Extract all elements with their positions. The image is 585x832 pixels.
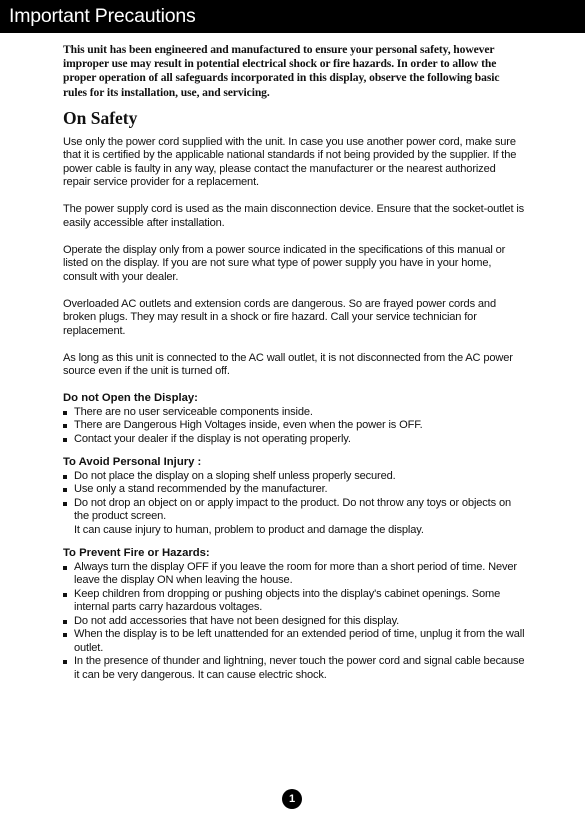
group-avoid-injury <box>63 456 525 537</box>
list-item: In the presence of thunder and lightning, never touch the power cord and signal cable because it can be very dangerous. It can cause electric shock. <box>63 655 525 682</box>
section-heading: On Safety <box>63 107 138 128</box>
square-bullet-icon <box>63 633 67 637</box>
list-item: Do not add accessories that have not been designed for this display. <box>63 615 525 629</box>
square-bullet-icon <box>63 660 67 664</box>
list-item: Always turn the display OFF if you leave the room for more than a short period of time. Never leave the display ON when leaving the house. <box>63 561 525 588</box>
square-bullet-icon <box>63 438 67 442</box>
list-item: Contact your dealer if the display is not operating properly. <box>63 433 525 447</box>
square-bullet-icon <box>63 502 67 506</box>
list-item: When the display is to be left unattended for an extended period of time, unplug it from the wall outlet. <box>63 628 525 655</box>
page-title: Important Precautions <box>9 5 196 27</box>
paragraph-disconnect-device: The power supply cord is used as the main disconnection device. Ensure that the socket-outlet is easily accessible after installation. <box>63 203 525 229</box>
page-number-badge: 1 <box>282 789 302 809</box>
list-item: Use only a stand recommended by the manufacturer. <box>63 483 525 497</box>
group-do-not-open <box>63 392 525 446</box>
bullet-list <box>63 406 525 447</box>
paragraph-ac-connection: As long as this unit is connected to the AC wall outlet, it is not disconnected from the AC power source even if the unit is turned off. <box>63 351 513 378</box>
paragraph-power-cord: Use only the power cord supplied with the unit. In case you use another power cord, make sure that it is certified by the applicable national standards if not being provided by the supplier. If the power cable is faulty in any way, please contact the manufacturer or the nearest authorized repair service provider for a replacement. <box>63 135 517 189</box>
list-item: There are Dangerous High Voltages inside, even when the power is OFF. <box>63 419 525 433</box>
square-bullet-icon <box>63 593 67 597</box>
square-bullet-icon <box>63 475 67 479</box>
list-item: There are no user serviceable components inside. <box>63 406 525 420</box>
square-bullet-icon <box>63 411 67 415</box>
square-bullet-icon <box>63 620 67 624</box>
group-prevent-fire <box>63 547 525 682</box>
subheading: Do not Open the Display: <box>63 392 198 405</box>
square-bullet-icon <box>63 566 67 570</box>
subheading: To Prevent Fire or Hazards: <box>63 547 210 560</box>
list-item-note: It can cause injury to human, problem to product and damage the display. <box>74 523 424 536</box>
list-item: Keep children from dropping or pushing objects into the display's cabinet openings. Some internal parts carry hazardous voltages. <box>63 588 525 615</box>
list-item: Do not place the display on a sloping shelf unless properly secured. <box>63 470 525 484</box>
square-bullet-icon <box>63 488 67 492</box>
paragraph-overloaded-outlets: Overloaded AC outlets and extension cords are dangerous. So are frayed power cords and broken plugs. They may result in a shock or fire hazard. Call your service technician for replacement. <box>63 297 496 337</box>
header-bar <box>0 0 585 33</box>
square-bullet-icon <box>63 424 67 428</box>
subheading: To Avoid Personal Injury : <box>63 456 202 469</box>
document-body <box>63 43 525 692</box>
list-item: Do not drop an object on or apply impact to the product. Do not throw any toys or objects on the product screen. It can cause injury to human, problem to product and damage the display. <box>63 497 525 538</box>
bullet-list <box>63 470 525 538</box>
bullet-list <box>63 561 525 683</box>
paragraph-power-source: Operate the display only from a power source indicated in the specifications of this manual or listed on the display. If you are not sure what type of power supply you have in your home, consult with your dealer. <box>63 243 506 283</box>
intro-paragraph: This unit has been engineered and manufactured to ensure your personal safety, however improper use may result in potential electrical shock or fire hazards. In order to allow the proper operation of all safeguards incorporated in this display, observe the following basic rules for its installation, use, and servicing. <box>63 43 500 99</box>
